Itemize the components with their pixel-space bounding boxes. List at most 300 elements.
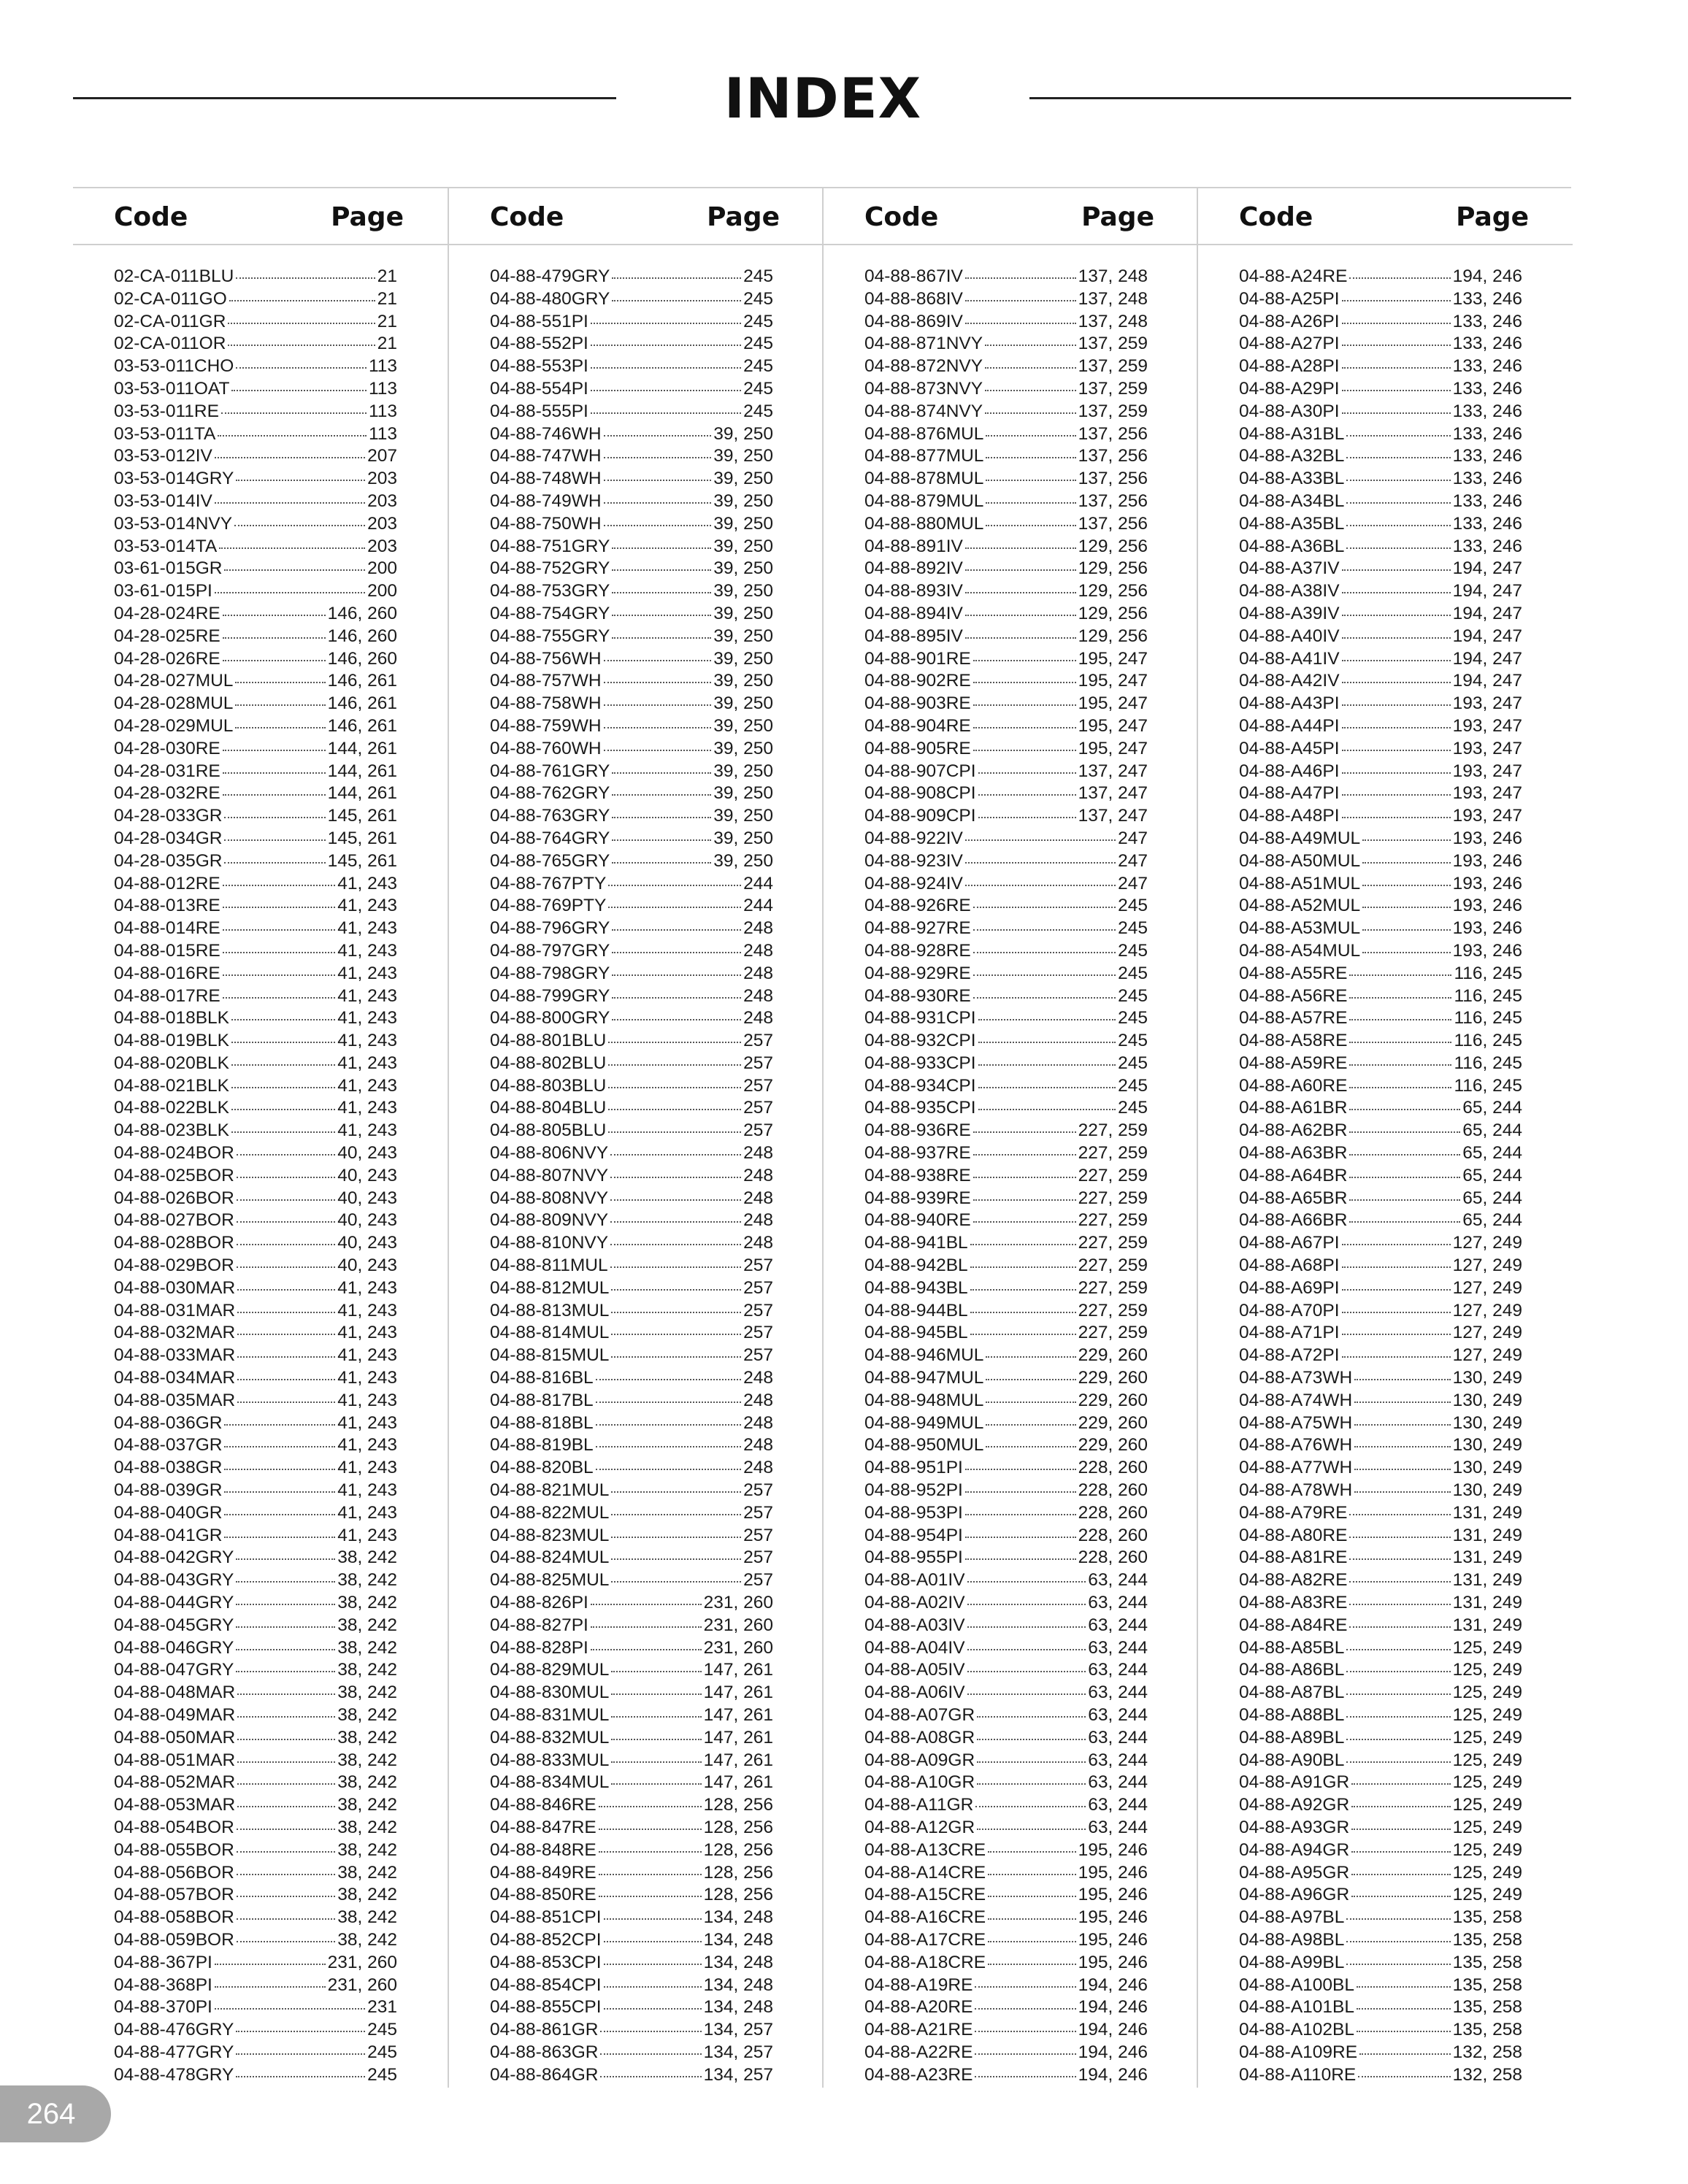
entry-code: 04-88-950MUL xyxy=(864,1435,984,1456)
index-table xyxy=(73,187,1571,2088)
entry-code: 04-88-A03IV xyxy=(864,1615,965,1635)
entry-pages: 116, 245 xyxy=(1454,1075,1522,1096)
entry-code: 04-88-051MAR xyxy=(114,1750,236,1770)
entry-code: 04-88-867IV xyxy=(864,266,963,286)
entry-pages: 244 xyxy=(743,873,773,893)
entry-pages: 193, 246 xyxy=(1452,828,1522,848)
entry-code: 04-88-A55RE xyxy=(1239,963,1348,983)
entry-pages: 21 xyxy=(377,266,397,286)
dot-leader xyxy=(611,1544,741,1560)
entry-code: 04-88-A60RE xyxy=(1239,1075,1348,1096)
dot-leader xyxy=(986,1342,1075,1358)
dot-leader xyxy=(223,915,336,931)
entry-pages: 248 xyxy=(743,985,773,1006)
entry-pages: 245 xyxy=(367,2064,397,2085)
entry-code: 04-88-813MUL xyxy=(490,1300,610,1320)
dot-leader xyxy=(1358,2061,1450,2077)
entry-pages: 134, 248 xyxy=(703,1997,773,2018)
dot-leader xyxy=(1349,1117,1460,1133)
entry-code: 04-88-757WH xyxy=(490,671,602,691)
dot-leader xyxy=(596,1431,741,1447)
entry-pages: 195, 247 xyxy=(1078,671,1148,691)
entry-pages: 38, 242 xyxy=(337,1637,397,1658)
dot-leader xyxy=(599,1859,702,1875)
entry-code: 04-88-035MAR xyxy=(114,1390,236,1410)
entry-code: 04-88-943BL xyxy=(864,1277,968,1298)
dot-leader xyxy=(1342,555,1451,571)
dot-leader xyxy=(610,1185,741,1201)
entry-code: 04-88-767PTY xyxy=(490,873,607,893)
dot-leader xyxy=(608,892,741,908)
entry-pages: 63, 244 xyxy=(1088,1772,1148,1793)
entry-pages: 41, 243 xyxy=(337,1277,397,1298)
entry-pages: 113 xyxy=(368,401,397,421)
entry-code: 04-88-058BOR xyxy=(114,1907,234,1928)
entry-code: 04-88-A32BL xyxy=(1239,446,1345,466)
entry-code: 04-88-904RE xyxy=(864,715,971,736)
dot-leader xyxy=(975,1993,1075,2010)
entry-pages: 257 xyxy=(743,1480,773,1501)
title-row xyxy=(73,66,1571,131)
dot-leader xyxy=(965,1544,1076,1560)
dot-leader xyxy=(608,1027,741,1043)
dot-leader xyxy=(612,915,741,931)
entry-pages: 229, 260 xyxy=(1078,1368,1148,1388)
dot-leader xyxy=(223,735,326,751)
dot-leader xyxy=(973,960,1116,976)
dot-leader xyxy=(237,1724,335,1740)
dot-leader xyxy=(223,600,326,616)
entry-pages: 131, 249 xyxy=(1452,1547,1522,1568)
entry-pages: 200 xyxy=(367,581,397,601)
entry-code: 04-88-926RE xyxy=(864,896,971,916)
dot-leader xyxy=(611,1769,701,1785)
dot-leader xyxy=(591,1612,702,1628)
entry-code: 04-88-905RE xyxy=(864,738,971,758)
entry-code: 04-88-821MUL xyxy=(490,1480,610,1501)
dot-leader xyxy=(977,1702,1086,1718)
entry-code: 04-88-825MUL xyxy=(490,1570,610,1591)
entry-pages: 41, 243 xyxy=(337,1525,397,1545)
entry-code: 04-88-038GR xyxy=(114,1458,223,1478)
entry-pages: 203 xyxy=(367,536,397,556)
page-heading: Page xyxy=(1456,202,1529,232)
entry-code: 04-88-895IV xyxy=(864,626,963,646)
entry-pages: 113 xyxy=(368,378,397,399)
entry-code: 04-88-A57RE xyxy=(1239,1008,1348,1028)
entry-pages: 227, 259 xyxy=(1078,1233,1148,1253)
entry-code: 04-88-876MUL xyxy=(864,423,984,444)
entry-pages: 194, 246 xyxy=(1078,2020,1148,2040)
entry-pages: 125, 249 xyxy=(1452,1727,1522,1747)
dot-leader xyxy=(973,1162,1076,1178)
entry-pages: 129, 256 xyxy=(1078,626,1148,646)
entry-code: 04-88-023BLK xyxy=(114,1120,230,1141)
entry-code: 04-28-032RE xyxy=(114,783,220,804)
entry-code: 04-88-823MUL xyxy=(490,1525,610,1545)
entry-pages: 41, 243 xyxy=(337,1008,397,1028)
entry-pages: 257 xyxy=(743,1345,773,1366)
dot-leader xyxy=(1346,533,1450,549)
entry-code: 04-88-046GRY xyxy=(114,1637,234,1658)
entry-pages: 200 xyxy=(367,558,397,579)
entry-code: 04-88-748WH xyxy=(490,469,602,489)
entry-pages: 195, 246 xyxy=(1078,1929,1148,1950)
entry-code: 04-28-029MUL xyxy=(114,715,234,736)
entry-pages: 41, 243 xyxy=(337,1502,397,1523)
entry-code: 04-88-A101BL xyxy=(1239,1997,1355,2018)
dot-leader xyxy=(224,847,325,864)
dot-leader xyxy=(965,1454,1076,1470)
entry-pages: 127, 249 xyxy=(1452,1233,1522,1253)
entry-code: 04-88-A19RE xyxy=(864,1975,973,1995)
entry-pages: 125, 249 xyxy=(1452,1817,1522,1837)
index-entry xyxy=(1239,2064,1522,2087)
entry-code: 04-88-764GRY xyxy=(490,828,610,848)
entry-pages: 38, 242 xyxy=(337,1593,397,1613)
entry-code: 04-88-942BL xyxy=(864,1256,968,1276)
entry-pages: 39, 250 xyxy=(713,581,773,601)
entry-code: 04-88-A110RE xyxy=(1239,2064,1357,2085)
entry-pages: 129, 256 xyxy=(1078,558,1148,579)
dot-leader xyxy=(223,645,326,661)
entry-code: 04-88-476GRY xyxy=(114,2020,234,2040)
entry-code: 04-88-A72PI xyxy=(1239,1345,1340,1366)
entry-pages: 39, 250 xyxy=(713,806,773,826)
dot-leader xyxy=(978,1004,1116,1020)
entry-pages: 38, 242 xyxy=(337,1885,397,1905)
entry-code: 03-53-011CHO xyxy=(114,356,234,377)
dot-leader xyxy=(608,1094,741,1110)
entry-pages: 147, 261 xyxy=(703,1705,773,1725)
entry-code: 04-88-769PTY xyxy=(490,896,607,916)
entry-code: 04-88-923IV xyxy=(864,850,963,871)
entry-pages: 257 xyxy=(743,1098,773,1118)
entry-pages: 248 xyxy=(743,1165,773,1185)
dot-leader xyxy=(1346,420,1450,437)
dot-leader xyxy=(610,1139,741,1156)
entry-pages: 147, 261 xyxy=(703,1727,773,1747)
entry-pages: 245 xyxy=(743,266,773,286)
dot-leader xyxy=(612,623,711,639)
dot-leader xyxy=(224,1477,335,1493)
entry-code: 04-88-A13CRE xyxy=(864,1839,986,1860)
dot-leader xyxy=(215,442,365,458)
entry-code: 04-88-796GRY xyxy=(490,918,610,939)
dot-leader xyxy=(237,1139,335,1156)
dot-leader xyxy=(1342,1252,1451,1268)
entry-code: 04-88-848RE xyxy=(490,1839,596,1860)
entry-pages: 135, 258 xyxy=(1452,1997,1522,2018)
entry-code: 04-88-934CPI xyxy=(864,1075,976,1096)
entry-pages: 245 xyxy=(743,378,773,399)
entry-pages: 137, 259 xyxy=(1078,356,1148,377)
entry-pages: 128, 256 xyxy=(703,1817,773,1837)
entry-pages: 128, 256 xyxy=(703,1862,773,1883)
dot-leader xyxy=(1346,1634,1450,1650)
entry-pages: 193, 247 xyxy=(1452,693,1522,714)
entry-pages: 41, 243 xyxy=(337,1075,397,1096)
dot-leader xyxy=(985,375,1076,391)
dot-leader xyxy=(1342,1229,1451,1245)
dot-leader xyxy=(228,308,375,324)
entry-pages: 116, 245 xyxy=(1454,1031,1522,1051)
entry-pages: 134, 248 xyxy=(703,1952,773,1972)
dot-leader xyxy=(591,308,741,324)
entry-pages: 41, 243 xyxy=(337,873,397,893)
dot-leader xyxy=(231,1094,335,1110)
entry-pages: 39, 250 xyxy=(713,446,773,466)
entry-pages: 21 xyxy=(377,334,397,354)
dot-leader xyxy=(223,758,326,774)
dot-leader xyxy=(612,577,711,593)
dot-leader xyxy=(986,1410,1075,1426)
entry-pages: 113 xyxy=(368,423,397,444)
dot-leader xyxy=(977,1769,1086,1785)
entry-list xyxy=(490,266,773,2087)
entry-code: 04-88-816BL xyxy=(490,1368,594,1388)
entry-pages: 244 xyxy=(743,896,773,916)
entry-pages: 41, 243 xyxy=(337,1323,397,1343)
entry-pages: 38, 242 xyxy=(337,1817,397,1837)
entry-code: 04-88-894IV xyxy=(864,603,963,623)
entry-pages: 248 xyxy=(743,1008,773,1028)
entry-code: 04-88-851CPI xyxy=(490,1907,602,1928)
entry-code: 04-88-033MAR xyxy=(114,1345,236,1366)
dot-leader xyxy=(223,983,336,999)
entry-pages: 257 xyxy=(743,1547,773,1568)
dot-leader xyxy=(604,442,712,458)
entry-pages: 194, 246 xyxy=(1078,2064,1148,2085)
dot-leader xyxy=(591,375,741,391)
dot-leader xyxy=(973,690,1076,706)
dot-leader xyxy=(1346,1656,1450,1672)
dot-leader xyxy=(1351,1814,1450,1830)
entry-code: 04-88-A17CRE xyxy=(864,1929,986,1950)
dot-leader xyxy=(965,870,1116,886)
entry-code: 04-88-A29PI xyxy=(1239,378,1340,399)
entry-code: 04-88-013RE xyxy=(114,896,220,916)
dot-leader xyxy=(965,555,1076,571)
entry-code: 04-88-A85BL xyxy=(1239,1637,1345,1658)
entry-pages: 248 xyxy=(743,1188,773,1208)
entry-pages: 245 xyxy=(1118,896,1148,916)
entry-list xyxy=(1239,266,1522,2087)
column-header xyxy=(1198,187,1573,245)
dot-leader xyxy=(604,667,712,683)
entry-code: 04-88-368PI xyxy=(114,1975,212,1995)
entry-code: 04-88-747WH xyxy=(490,446,602,466)
entry-pages: 137, 248 xyxy=(1078,266,1148,286)
code-heading: Code xyxy=(864,202,939,232)
entry-code: 04-88-014RE xyxy=(114,918,220,939)
entry-pages: 137, 248 xyxy=(1078,288,1148,309)
entry-pages: 257 xyxy=(743,1570,773,1591)
dot-leader xyxy=(1362,915,1450,931)
dot-leader xyxy=(965,263,1076,279)
dot-leader xyxy=(612,802,711,818)
entry-pages: 248 xyxy=(743,1210,773,1231)
entry-code: 04-28-026RE xyxy=(114,648,220,669)
entry-pages: 137, 247 xyxy=(1078,806,1148,826)
entry-code: 04-88-935CPI xyxy=(864,1098,976,1118)
entry-pages: 227, 259 xyxy=(1078,1210,1148,1231)
entry-pages: 245 xyxy=(743,311,773,331)
entry-pages: 245 xyxy=(367,2042,397,2062)
entry-pages: 227, 259 xyxy=(1078,1188,1148,1208)
entry-pages: 40, 243 xyxy=(337,1256,397,1276)
entry-code: 04-88-819BL xyxy=(490,1435,594,1456)
entry-code: 04-88-A05IV xyxy=(864,1660,965,1680)
entry-pages: 195, 247 xyxy=(1078,715,1148,736)
entry-pages: 195, 246 xyxy=(1078,1885,1148,1905)
entry-pages: 133, 246 xyxy=(1452,536,1522,556)
entry-pages: 39, 250 xyxy=(713,603,773,623)
entry-pages: 193, 247 xyxy=(1452,761,1522,781)
dot-leader xyxy=(988,1949,1075,1965)
entry-code: 04-88-A47PI xyxy=(1239,783,1340,804)
dot-leader xyxy=(1354,1477,1450,1493)
dot-leader xyxy=(231,1050,335,1066)
entry-pages: 134, 257 xyxy=(703,2064,773,2085)
entry-pages: 245 xyxy=(1118,963,1148,983)
entry-code: 04-28-031RE xyxy=(114,761,220,781)
entry-code: 04-88-025BOR xyxy=(114,1165,234,1185)
entry-code: 03-53-014NVY xyxy=(114,513,233,534)
entry-code: 04-88-A83RE xyxy=(1239,1593,1348,1613)
entry-code: 04-88-759WH xyxy=(490,715,602,736)
entry-pages: 63, 244 xyxy=(1088,1637,1148,1658)
entry-code: 04-88-A96GR xyxy=(1239,1885,1350,1905)
entry-code: 04-88-A10GR xyxy=(864,1772,975,1793)
dot-leader xyxy=(237,1837,335,1853)
dot-leader xyxy=(231,1004,335,1020)
entry-pages: 128, 256 xyxy=(703,1839,773,1860)
dot-leader xyxy=(237,1926,335,1942)
entry-pages: 195, 247 xyxy=(1078,648,1148,669)
dot-leader xyxy=(1349,1027,1451,1043)
dot-leader xyxy=(1346,488,1450,504)
entry-code: 04-28-025RE xyxy=(114,626,220,646)
dot-leader xyxy=(1349,960,1451,976)
entry-pages: 38, 242 xyxy=(337,1547,397,1568)
entry-pages: 195, 247 xyxy=(1078,738,1148,758)
entry-pages: 130, 249 xyxy=(1452,1458,1522,1478)
entry-code: 04-88-854CPI xyxy=(490,1975,602,1995)
entry-code: 04-88-820BL xyxy=(490,1458,594,1478)
entry-code: 04-28-033GR xyxy=(114,806,223,826)
entry-pages: 39, 250 xyxy=(713,715,773,736)
entry-pages: 134, 248 xyxy=(703,1929,773,1950)
entry-code: 04-88-799GRY xyxy=(490,985,610,1006)
entry-code: 04-88-A42IV xyxy=(1239,671,1340,691)
entry-pages: 193, 247 xyxy=(1452,715,1522,736)
entry-code: 04-88-A45PI xyxy=(1239,738,1340,758)
entry-pages: 194, 247 xyxy=(1452,648,1522,669)
entry-code: 04-88-553PI xyxy=(490,356,588,377)
entry-pages: 135, 258 xyxy=(1452,1975,1522,1995)
dot-leader xyxy=(236,2061,365,2077)
entry-pages: 147, 261 xyxy=(703,1772,773,1793)
entry-code: 04-88-A91GR xyxy=(1239,1772,1350,1793)
entry-code: 04-88-A09GR xyxy=(864,1750,975,1770)
entry-code: 04-88-817BL xyxy=(490,1390,594,1410)
entry-pages: 130, 249 xyxy=(1452,1435,1522,1456)
entry-pages: 134, 257 xyxy=(703,2020,773,2040)
entry-code: 04-88-877MUL xyxy=(864,446,984,466)
dot-leader xyxy=(224,802,325,818)
entry-code: 04-88-048MAR xyxy=(114,1683,236,1703)
entry-pages: 41, 243 xyxy=(337,1390,397,1410)
index-column-4 xyxy=(1197,187,1573,2088)
entry-code: 02-CA-011OR xyxy=(114,334,226,354)
entry-code: 04-88-947MUL xyxy=(864,1368,984,1388)
entry-pages: 248 xyxy=(743,963,773,983)
entry-pages: 133, 246 xyxy=(1452,401,1522,421)
entry-pages: 39, 250 xyxy=(713,738,773,758)
entry-code: 04-88-878MUL xyxy=(864,469,984,489)
entry-code: 04-28-027MUL xyxy=(114,671,234,691)
dot-leader xyxy=(221,398,367,414)
dot-leader xyxy=(967,1566,1086,1583)
dot-leader xyxy=(231,1117,335,1133)
dot-leader xyxy=(1351,1791,1450,1807)
entry-code: 04-88-A39IV xyxy=(1239,603,1340,623)
entry-code: 04-88-A68PI xyxy=(1239,1256,1340,1276)
column-header xyxy=(73,187,448,245)
dot-leader xyxy=(604,1993,702,2010)
dot-leader xyxy=(1346,1679,1450,1695)
dot-leader xyxy=(591,1589,702,1605)
entry-pages: 145, 261 xyxy=(327,806,397,826)
entry-code: 04-88-A97BL xyxy=(1239,1907,1345,1928)
entry-code: 04-88-A46PI xyxy=(1239,761,1340,781)
entry-pages: 231, 260 xyxy=(327,1952,397,1972)
entry-pages: 137, 247 xyxy=(1078,783,1148,804)
dot-leader xyxy=(235,712,325,728)
entry-code: 04-28-024RE xyxy=(114,603,220,623)
entry-pages: 231, 260 xyxy=(327,1975,397,1995)
entry-code: 04-88-A84RE xyxy=(1239,1615,1348,1635)
entry-code: 04-88-032MAR xyxy=(114,1323,236,1343)
entry-code: 04-88-A41IV xyxy=(1239,648,1340,669)
entry-pages: 245 xyxy=(1118,1075,1148,1096)
dot-leader xyxy=(967,1612,1086,1628)
entry-code: 04-88-812MUL xyxy=(490,1277,610,1298)
page-heading: Page xyxy=(707,202,780,232)
entry-code: 04-88-761GRY xyxy=(490,761,610,781)
entry-code: 03-53-011TA xyxy=(114,423,216,444)
dot-leader xyxy=(591,398,741,414)
entry-code: 04-88-861GR xyxy=(490,2020,599,2040)
dot-leader xyxy=(986,1364,1075,1380)
entry-code: 04-88-A16CRE xyxy=(864,1907,986,1928)
entry-pages: 194, 246 xyxy=(1452,266,1522,286)
dot-leader xyxy=(1346,1747,1450,1763)
index-column-1 xyxy=(73,187,448,2088)
dot-leader xyxy=(237,1364,335,1380)
entry-pages: 125, 249 xyxy=(1452,1660,1522,1680)
entry-pages: 137, 256 xyxy=(1078,513,1148,534)
entry-pages: 227, 259 xyxy=(1078,1143,1148,1164)
entry-code: 04-88-A61BR xyxy=(1239,1098,1348,1118)
dot-leader xyxy=(612,960,741,976)
entry-code: 04-88-027BOR xyxy=(114,1210,234,1231)
entry-code: 02-CA-011GR xyxy=(114,311,226,331)
entry-code: 04-88-760WH xyxy=(490,738,602,758)
dot-leader xyxy=(611,1702,701,1718)
dot-leader xyxy=(612,600,711,616)
